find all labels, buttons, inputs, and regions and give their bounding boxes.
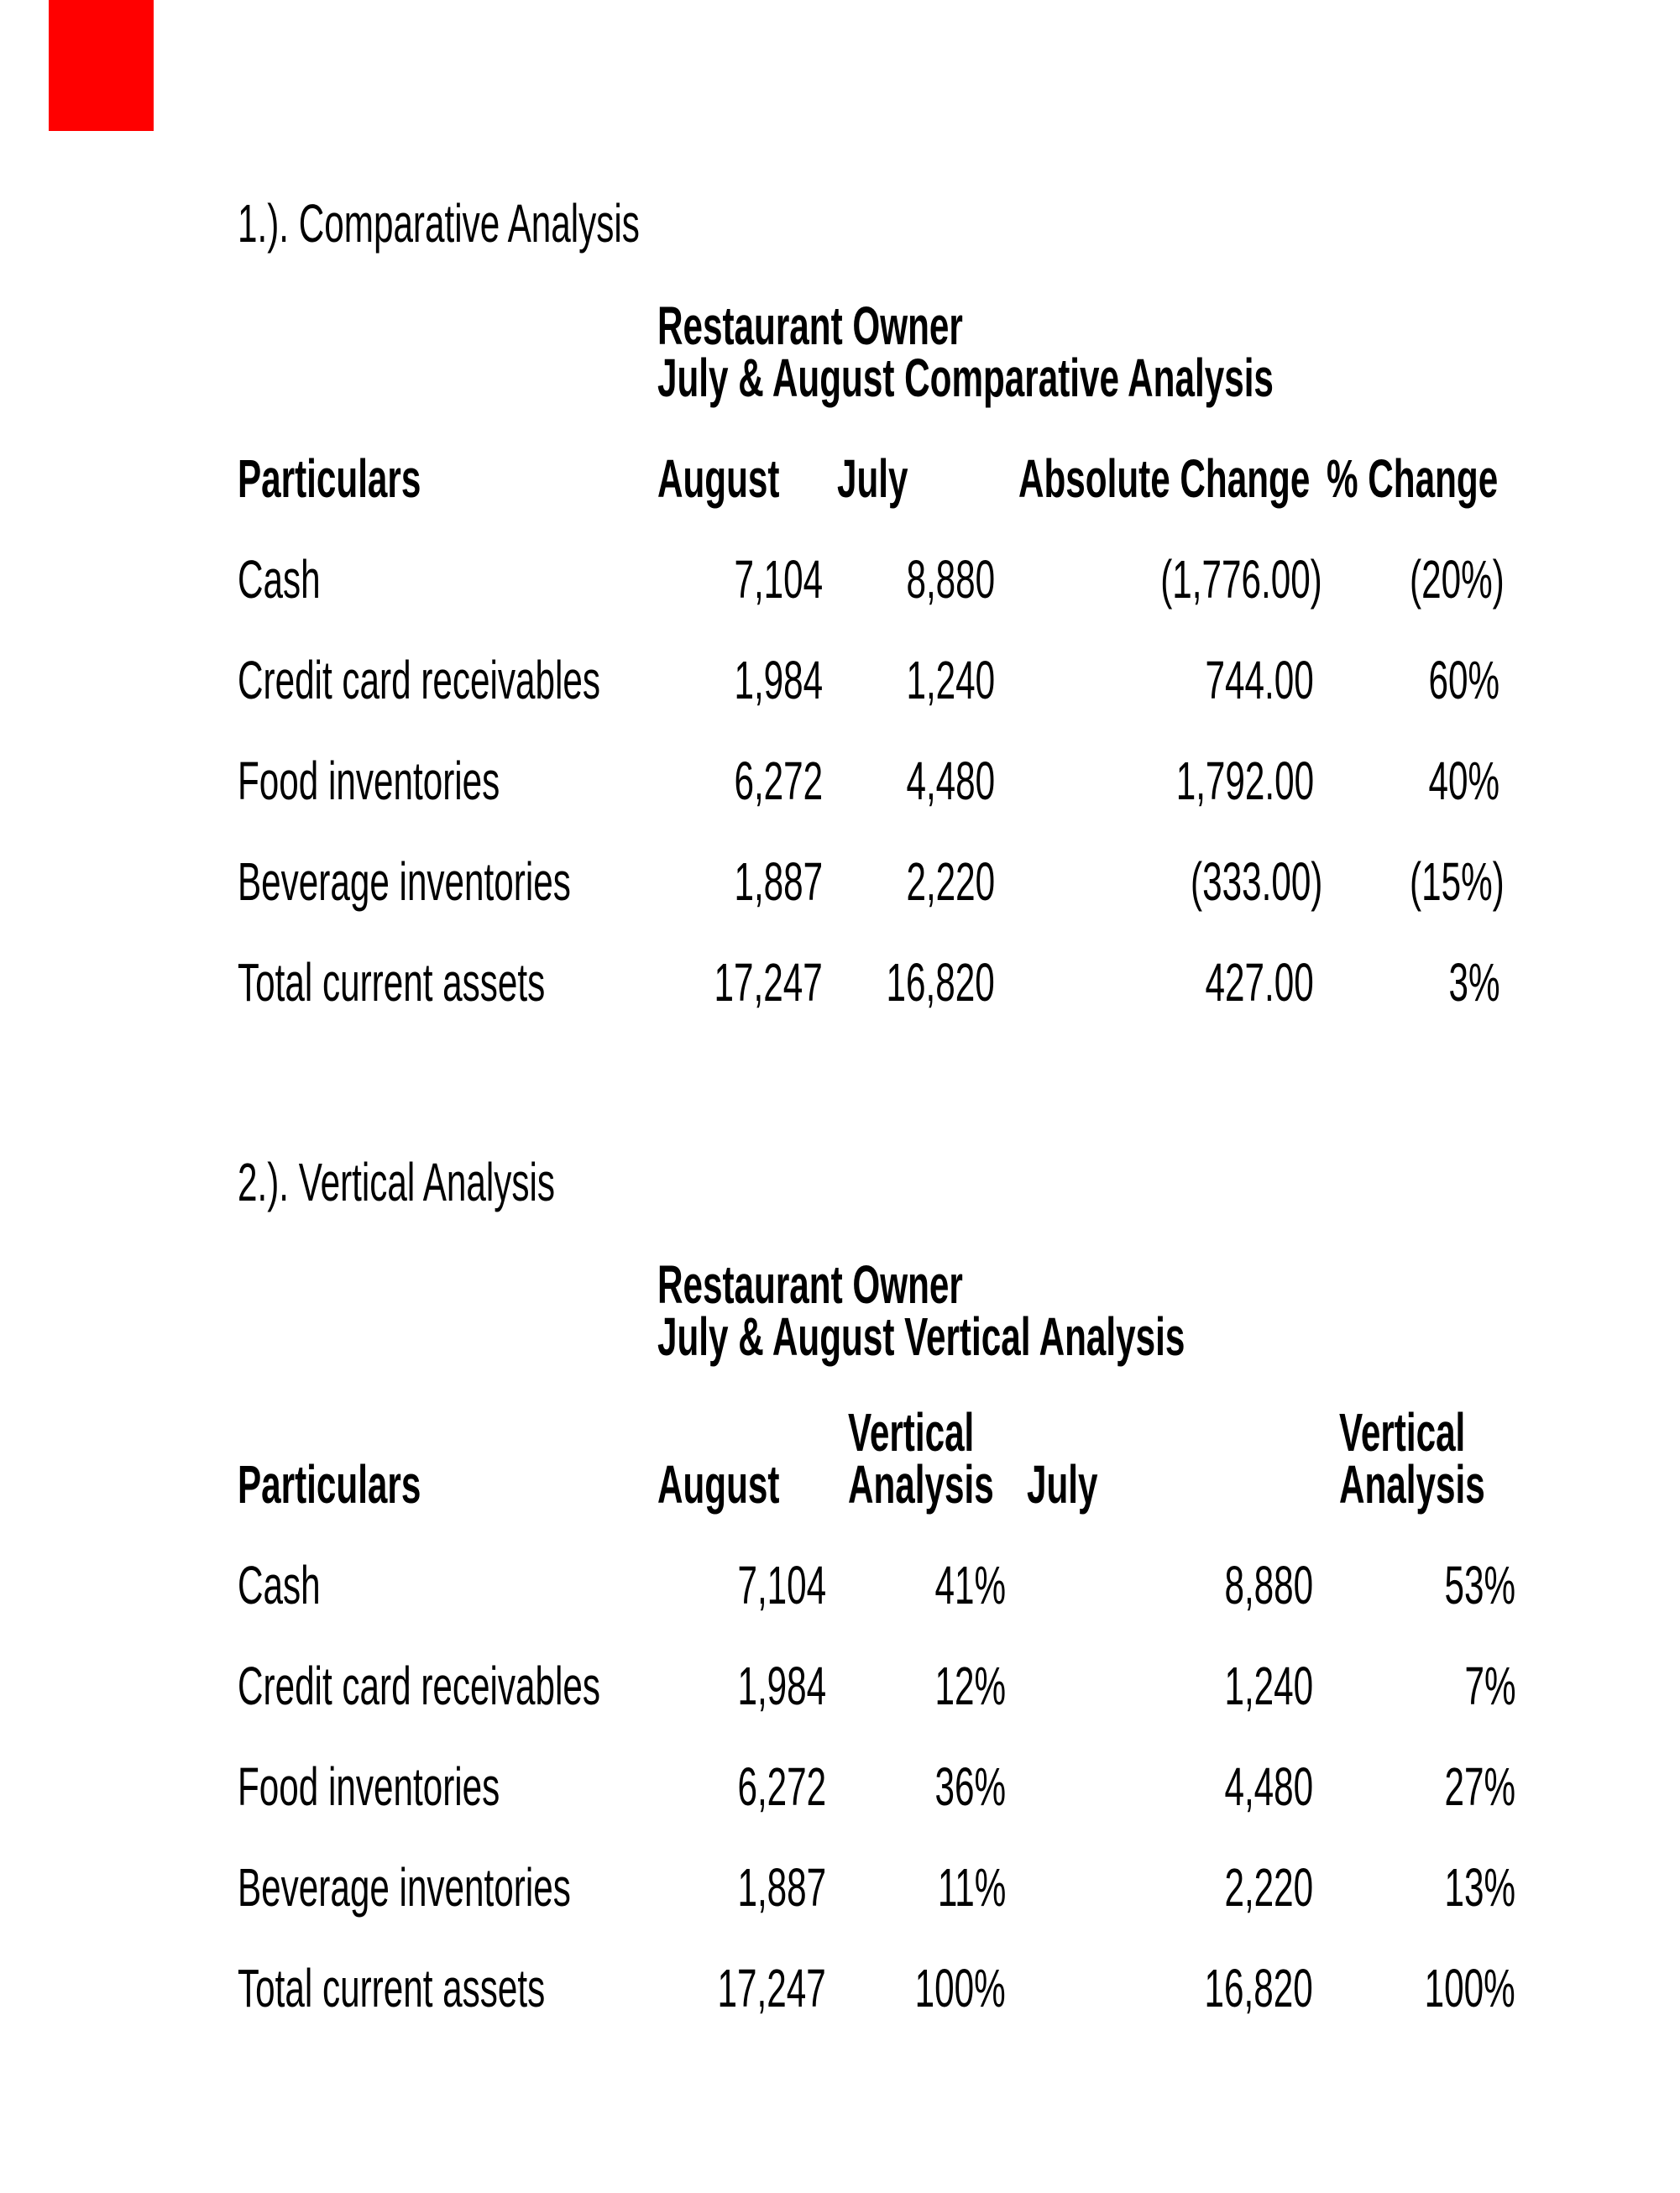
cell-august: 1,887 [737,1857,826,1918]
cell-absolute-change: 427.00 [1205,952,1314,1013]
cell-pct-change: (20%) [1410,549,1505,610]
section2-heading-text: 2.). Vertical Analysis [238,1152,555,1212]
cell-august: 6,272 [737,1756,826,1817]
cell-august: 1,984 [734,650,823,710]
section2-table-title [657,1254,1457,1367]
section1-heading [238,193,847,254]
cell-august: 17,247 [717,1958,826,2018]
cell-pct-change: 60% [1428,650,1499,710]
cell-vertical-analysis-jul: 53% [1444,1555,1515,1615]
cell-july: 16,820 [1204,1958,1313,2018]
cell-august: 1,984 [737,1656,826,1716]
cell-absolute-change: (333.00) [1190,851,1322,912]
col-header-august: August [657,1454,780,1515]
cell-august: 17,247 [714,952,823,1013]
cell-vertical-analysis-aug: 11% [937,1857,1006,1918]
cell-august: 6,272 [734,751,823,811]
col-header-pct-change: % Change [1327,448,1499,509]
row-label: Beverage inventories [238,851,571,912]
cell-pct-change: (15%) [1410,851,1505,912]
row-label: Credit card receivables [238,1656,600,1716]
row-label: Total current assets [238,1958,546,2018]
vertical-analysis-table [238,1402,1518,2063]
cell-vertical-analysis-jul: 100% [1424,1958,1515,2018]
cell-july: 16,820 [886,952,995,1013]
col-header-august: August [657,448,780,509]
col-header-absolute-change: Absolute Change [1018,448,1311,509]
col-header-vertical-analysis-jul-line1: Vertical [1339,1402,1466,1463]
row-label: Cash [238,549,321,610]
section2-heading [238,1152,719,1212]
cell-july: 4,480 [1224,1756,1313,1817]
cell-absolute-change: 744.00 [1205,650,1314,710]
row-label: Food inventories [238,1756,500,1817]
cell-pct-change: 40% [1428,751,1499,811]
cell-absolute-change: 1,792.00 [1175,751,1314,811]
comparative-analysis-table [238,448,1507,1057]
col-header-vertical-analysis-jul-line2: Analysis [1339,1454,1485,1515]
cell-vertical-analysis-aug: 12% [934,1656,1006,1716]
col-header-july: July [837,448,908,509]
section2-title-line1: Restaurant Owner [657,1254,963,1315]
col-header-vertical-analysis-aug-line1: Vertical [848,1402,975,1463]
section1-title-line2: July & August Comparative Analysis [657,348,1274,408]
cell-july: 4,480 [906,751,995,811]
col-header-vertical-analysis-aug-line2: Analysis [848,1454,994,1515]
section1-heading-text: 1.). Comparative Analysis [238,193,640,254]
cell-august: 7,104 [734,549,823,610]
cell-july: 1,240 [906,650,995,710]
cell-vertical-analysis-jul: 13% [1444,1857,1515,1918]
cell-july: 2,220 [1224,1857,1313,1918]
cell-vertical-analysis-aug: 100% [914,1958,1006,2018]
section2-title-line2: July & August Vertical Analysis [657,1306,1185,1367]
cell-july: 8,880 [906,549,995,610]
col-header-particulars: Particulars [238,448,421,509]
row-label: Food inventories [238,751,500,811]
section1-title-line1: Restaurant Owner [657,296,963,356]
section1-table-title [657,296,1591,408]
cell-absolute-change: (1,776.00) [1160,549,1322,610]
cell-july: 8,880 [1224,1555,1313,1615]
cell-august: 7,104 [737,1555,826,1615]
cell-pct-change: 3% [1447,952,1499,1013]
cell-vertical-analysis-aug: 41% [934,1555,1006,1615]
col-header-particulars: Particulars [238,1454,421,1515]
cell-july: 1,240 [1224,1656,1313,1716]
cell-vertical-analysis-jul: 7% [1463,1656,1515,1716]
col-header-july: July [1027,1454,1098,1515]
row-label: Cash [238,1555,321,1615]
cell-august: 1,887 [734,851,823,912]
red-marker [49,0,154,131]
cell-vertical-analysis-jul: 27% [1444,1756,1515,1817]
cell-july: 2,220 [906,851,995,912]
cell-vertical-analysis-aug: 36% [934,1756,1006,1817]
row-label: Beverage inventories [238,1857,571,1918]
row-label: Credit card receivables [238,650,600,710]
row-label: Total current assets [238,952,546,1013]
